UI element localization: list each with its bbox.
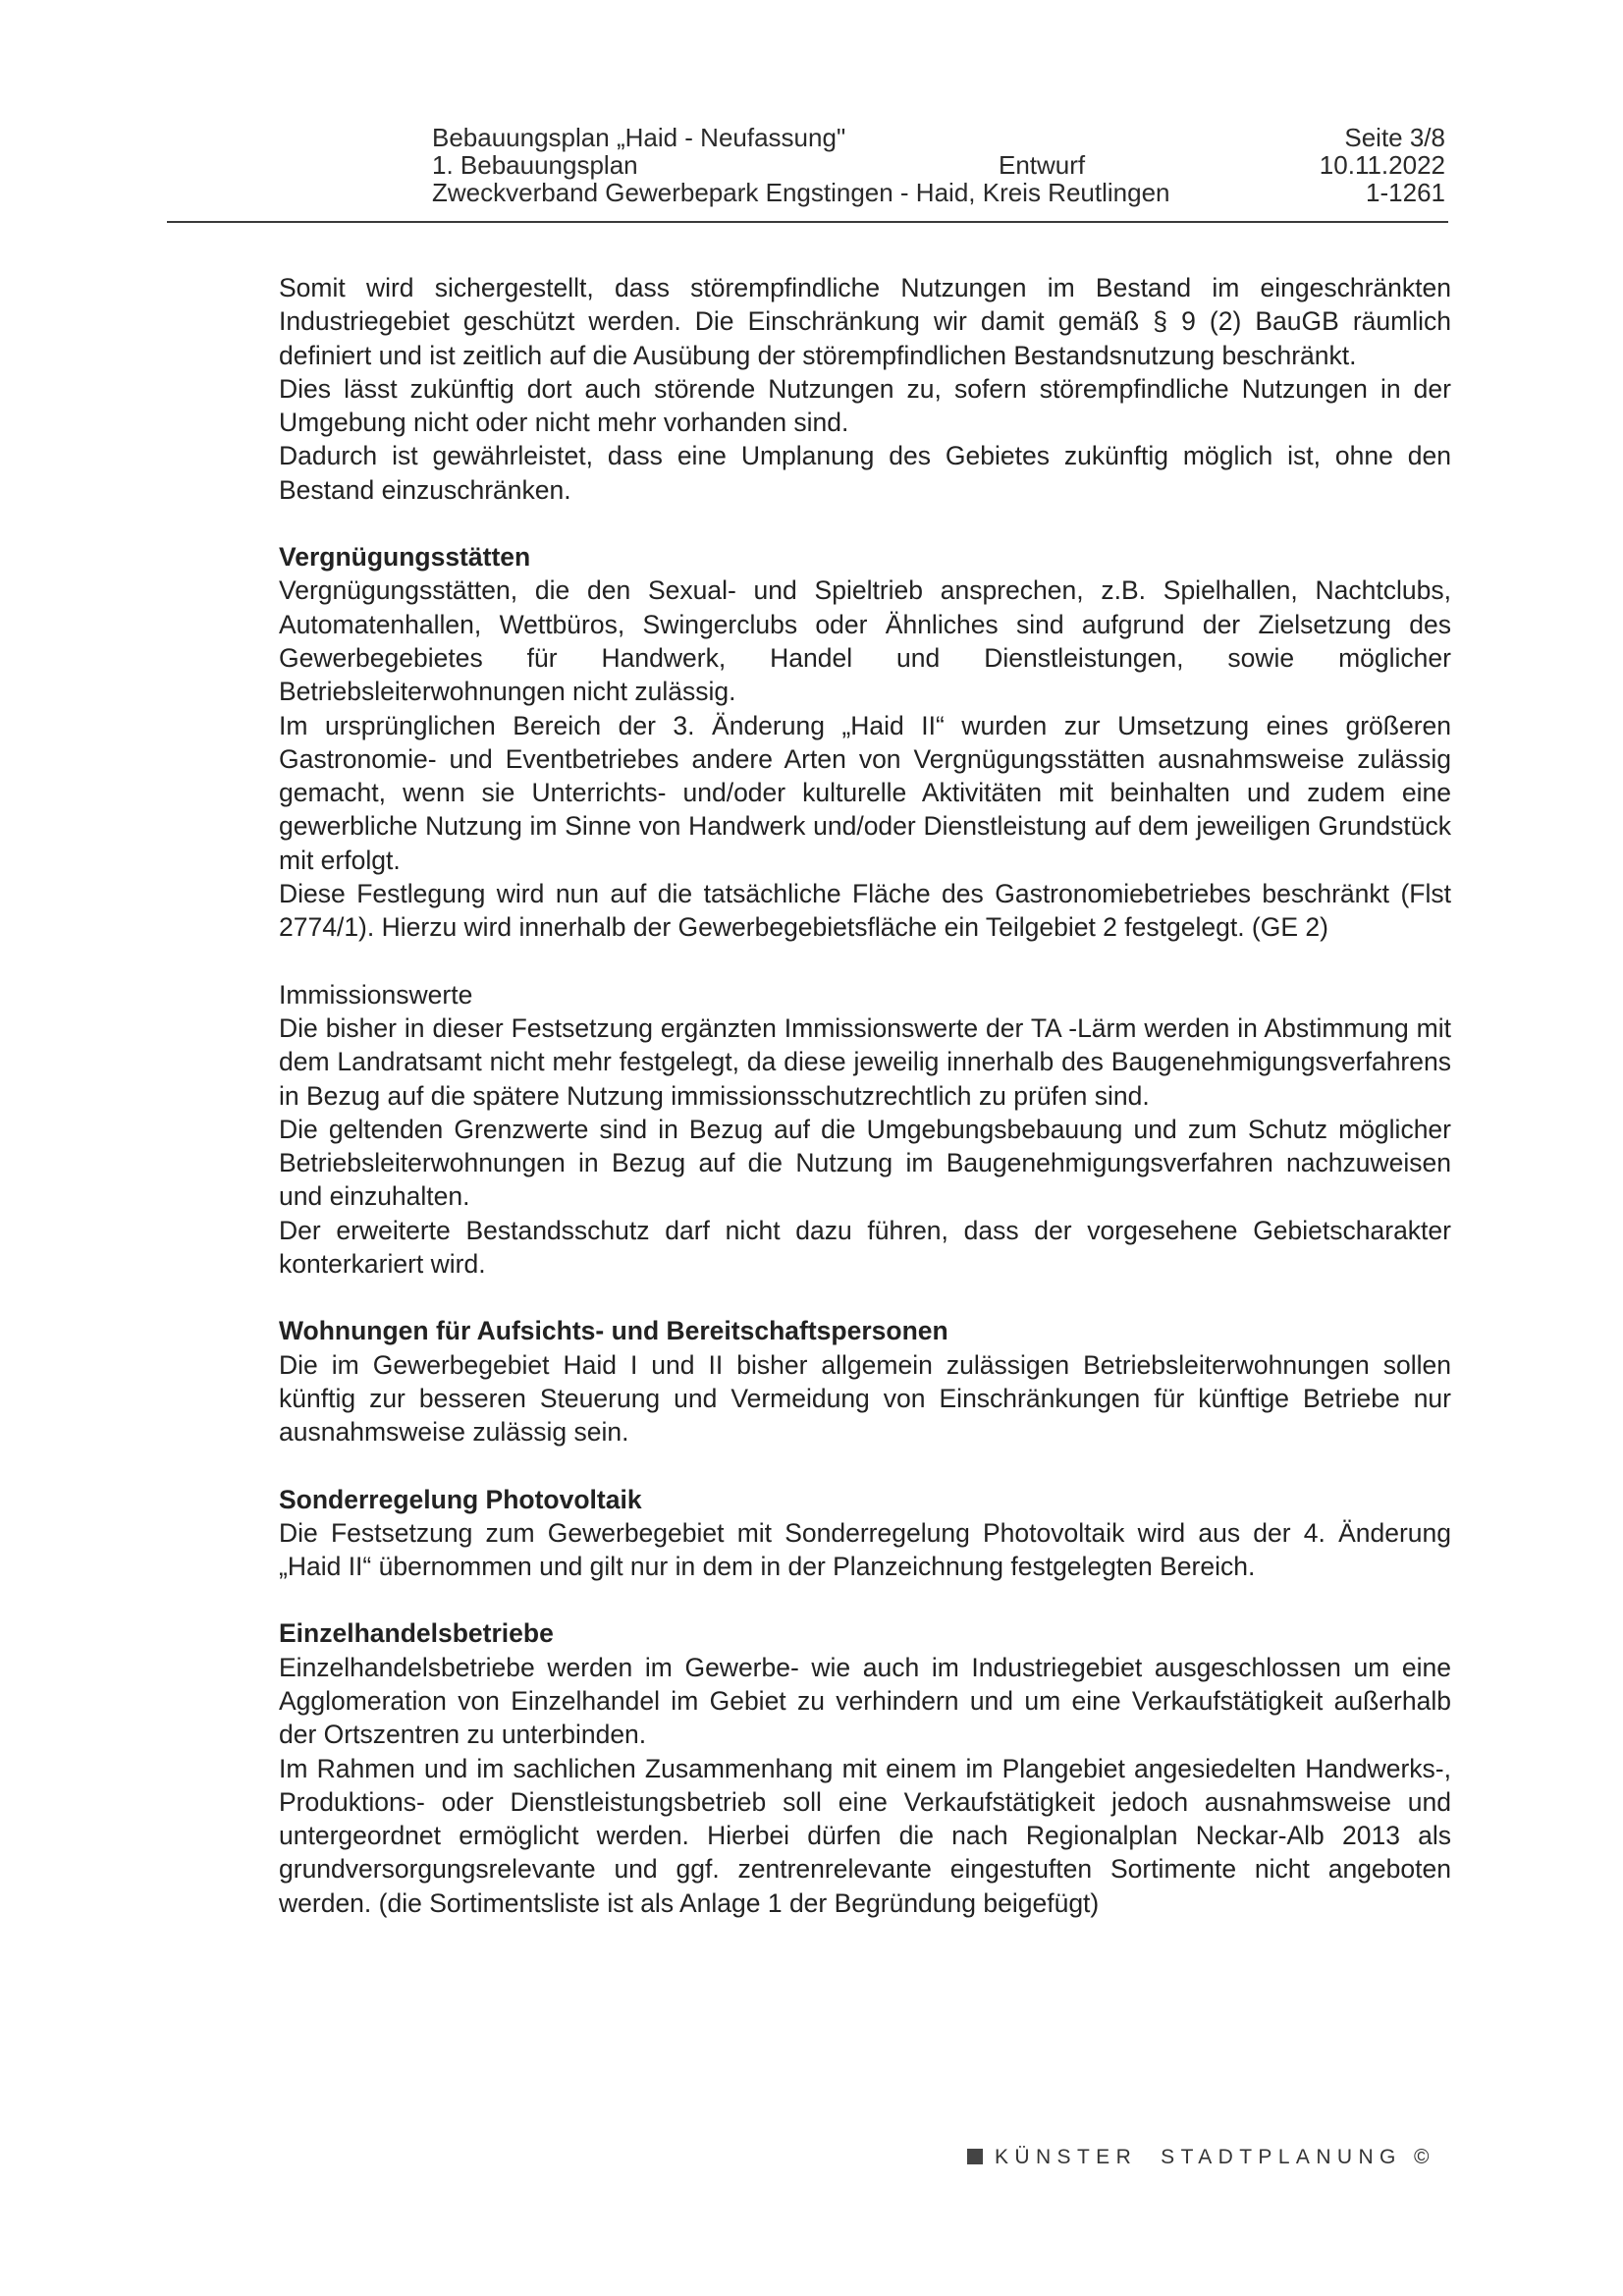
document-body (279, 271, 1451, 1920)
section-paragraph: Die Festsetzung zum Gewerbegebiet mit Sonderregelung Photovoltaik wird aus der 4. Änderung „Haid II“ übernommen und gilt nur in dem in der Planzeichnung festgelegten Bereich. (279, 1517, 1451, 1582)
section-paragraph: Im ursprünglichen Bereich der 3. Änderung „Haid II“ wurden zur Umsetzung eines größeren Gastronomie- und Eventbetriebes andere Arten von Vergnügungsstätten ausnahmsweise zulässig gemacht, wenn sie Unterrichts- und/oder kulturelle Aktivitäten mit beinhalten und zudem eine gewerbliche Nutzung im Sinne von Handwerk und/oder Dienstleistung auf dem jeweiligen Grundstück mit erfolgt. (279, 710, 1451, 875)
section-paragraph: Die geltenden Grenzwerte sind in Bezug auf die Umgebungsbebauung und zum Schutz möglicher Betriebsleiterwohnungen in Bezug auf die Nutzung im Baugenehmigungsverfahren nachzuweisen und einzuhalten. (279, 1114, 1451, 1212)
header-row-3 (432, 179, 1445, 206)
header-row-2 (432, 151, 1445, 179)
section-heading-wohnungen: Wohnungen für Aufsichts- und Bereitschaftspersonen (279, 1316, 948, 1346)
section-paragraph: Vergnügungsstätten, die den Sexual- und Spieltrieb ansprechen, z.B. Spielhallen, Nachtclubs, Automatenhallen, Wettbüros, Swingerclubs oder Ähnliches sind aufgrund der Zielsetzung des Gewerbegebietes für Handwerk, Handel und Dienstleistungen, sowie möglicher Betriebsleiterwohnungen nicht zulässig. (279, 575, 1451, 707)
spacer (279, 1449, 1451, 1483)
intro-paragraph: Somit wird sichergestellt, dass störempfindliche Nutzungen im Bestand im eingeschränkten Industriegebiet geschützt werden. Die Einschränkung wir damit gemäß § 9 (2) BauGB räumlich definiert und ist zeitlich auf die Ausübung der störempfindlichen Bestandsnutzung beschränkt. (279, 273, 1451, 370)
intro-paragraph: Dies lässt zukünftig dort auch störende Nutzungen zu, sofern störempfindliche Nutzungen in der Umgebung nicht oder nicht mehr vorhanden sind. (279, 373, 1451, 438)
spacer (279, 1281, 1451, 1314)
square-icon (967, 2149, 983, 2164)
spacer (279, 1583, 1451, 1616)
brand-name: KÜNSTER (995, 2146, 1138, 2168)
header-row-1 (432, 124, 1445, 151)
intro-paragraph: Dadurch ist gewährleistet, dass eine Umplanung des Gebietes zukünftig möglich ist, ohne den Bestand einzuschränken. (279, 441, 1451, 505)
section-heading-vergnuegungsstaetten: Vergnügungsstätten (279, 542, 531, 573)
page-number: Seite 3/8 (1344, 123, 1445, 152)
authority: Zweckverband Gewerbepark Engstingen - Haid, Kreis Reutlingen (432, 178, 1170, 207)
draft-status: Entwurf (999, 150, 1086, 180)
project-number: 1-1261 (1366, 178, 1445, 207)
plan-type: 1. Bebauungsplan (432, 150, 638, 180)
section-paragraph: Im Rahmen und im sachlichen Zusammenhang mit einem im Plangebiet angesiedelten Handwerks-, Produktions- oder Dienstleistungsbetrieb soll eine Verkaufstätigkeit jedoch ausnahmsweise und untergeordnet ermöglicht werden. Hierbei dürfen die nach Regionalplan Neckar-Alb 2013 als grundversorgungsrelevante und ggf. zentrenrelevante eingestuften Sortimente nicht angeboten werden. (die Sortimentsliste ist als Anlage 1 der Begründung beigefügt) (279, 1753, 1451, 1918)
document-title: Bebauungsplan „Haid - Neufassung" (432, 123, 846, 152)
section-heading-immissionswerte: Immissionswerte (279, 979, 473, 1010)
spacer (279, 507, 1451, 540)
section-paragraph: Einzelhandelsbetriebe werden im Gewerbe- wie auch im Industriegebiet ausgeschlossen um eine Agglomeration von Einzelhandel im Gebiet zu verhindern und um eine Verkaufstätigkeit außerhalb der Ortszentren zu unterbinden. (279, 1652, 1451, 1750)
brand-suffix: STADTPLANUNG © (1161, 2146, 1435, 2168)
spacer (279, 945, 1451, 978)
header-divider (167, 221, 1448, 223)
section-heading-einzelhandel: Einzelhandelsbetriebe (279, 1618, 554, 1649)
page-footer (967, 2146, 1435, 2169)
page-header (432, 124, 1445, 206)
document-date: 10.11.2022 (1319, 150, 1445, 180)
section-paragraph: Die im Gewerbegebiet Haid I und II bisher allgemein zulässigen Betriebsleiterwohnungen sollen künftig zur besseren Steuerung und Vermeidung von Einschränkungen für künftige Betriebe nur ausnahmsweise zulässig sein. (279, 1349, 1451, 1448)
section-heading-photovoltaik: Sonderregelung Photovoltaik (279, 1484, 642, 1514)
section-paragraph: Diese Festlegung wird nun auf die tatsächliche Fläche des Gastronomiebetriebes beschränkt (Flst 2774/1). Hierzu wird innerhalb der Gewerbegebietsfläche ein Teilgebiet 2 festgelegt. (GE 2) (279, 879, 1451, 943)
section-paragraph: Die bisher in dieser Festsetzung ergänzten Immissionswerte der TA -Lärm werden in Abstimmung mit dem Landratsamt nicht mehr festgelegt, da diese jeweilig innerhalb des Baugenehmigungsverfahrens in Bezug auf die spätere Nutzung immissionsschutzrechtlich zu prüfen sind. (279, 1012, 1451, 1111)
section-paragraph: Der erweiterte Bestandsschutz darf nicht dazu führen, dass der vorgesehene Gebietscharakter konterkariert wird. (279, 1215, 1451, 1280)
